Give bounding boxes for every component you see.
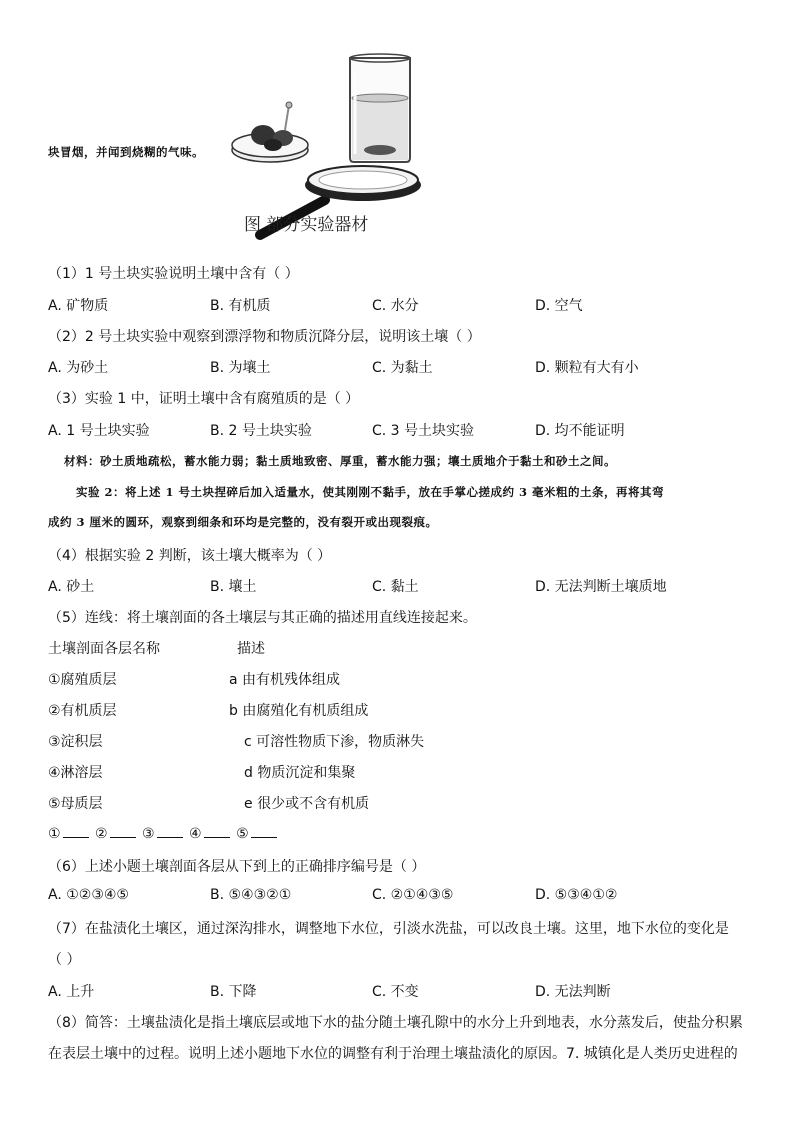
petri-dish-icon <box>232 102 308 162</box>
q4-option-d: D. 无法判断土壤质地 <box>535 579 667 595</box>
snippet-text: 块冒烟，并闻到烧糊的气味。 <box>48 145 204 159</box>
q3-option-b: B. 2 号土块实验 <box>210 423 312 439</box>
answer-blank-1[interactable] <box>63 825 89 838</box>
q7-option-a: A. 上升 <box>48 984 95 1000</box>
q5-desc-d: d 物质沉淀和集聚 <box>244 765 356 781</box>
material-line-1: 材料：砂土质地疏松，蓄水能力弱；黏土质地致密、厚重，蓄水能力强；壤土质地介于黏土和砂土之间。 <box>64 454 616 468</box>
q2-option-d: D. 颗粒有大有小 <box>535 360 639 376</box>
q5-answer-blanks <box>48 825 279 842</box>
q6-option-a: A. ①②③④⑤ <box>48 887 129 903</box>
q3-option-c: C. 3 号土块实验 <box>372 423 475 439</box>
q2-option-a: A. 为砂土 <box>48 360 109 376</box>
q5-layer-4: ④淋溶层 <box>48 765 103 781</box>
question-2-stem: （2）2 号土块实验中观察到漂浮物和物质沉降分层，说明该土壤（ ） <box>48 329 481 345</box>
blank-label-1: ① <box>48 826 61 842</box>
q5-layer-3: ③淀积层 <box>48 734 103 750</box>
q4-option-c: C. 黏土 <box>372 579 419 595</box>
q2-option-b: B. 为壤土 <box>210 360 271 376</box>
blank-label-2: ② <box>95 826 108 842</box>
q5-layer-5: ⑤母质层 <box>48 796 103 812</box>
material-line-2: 实验 2：将上述 1 号土块捏碎后加入适量水，使其刚刚不黏手，放在手掌心搓成约 3 毫米粗的土条，再将其弯 <box>76 485 665 499</box>
q7-option-c: C. 不变 <box>372 984 419 1000</box>
q5-layer-1: ①腐殖质层 <box>48 672 117 688</box>
q5-header-left: 土壤剖面各层名称 <box>48 641 160 657</box>
q6-option-d: D. ⑤③④①② <box>535 887 618 903</box>
answer-blank-5[interactable] <box>251 825 277 838</box>
q1-option-c: C. 水分 <box>372 298 419 314</box>
question-6-stem: （6）上述小题土壤剖面各层从下到上的正确排序编号是（ ） <box>48 859 426 875</box>
q6-option-b: B. ⑤④③②① <box>210 887 292 903</box>
beaker-icon <box>350 54 410 162</box>
answer-blank-2[interactable] <box>110 825 136 838</box>
q1-option-a: A. 矿物质 <box>48 298 109 314</box>
question-1-stem: （1）1 号土块实验说明土壤中含有（ ） <box>48 266 299 282</box>
q5-desc-a: a 由有机残体组成 <box>229 672 341 688</box>
q5-desc-b: b 由腐殖化有机质组成 <box>229 703 369 719</box>
blank-label-4: ④ <box>189 826 202 842</box>
q5-desc-c: c 可溶性物质下渗，物质淋失 <box>244 734 425 750</box>
q6-option-c: C. ②①④③⑤ <box>372 887 454 903</box>
figure-caption: 图 部分实验器材 <box>244 215 369 235</box>
blank-label-5: ⑤ <box>236 826 249 842</box>
question-5-stem: （5）连线：将土壤剖面的各土壤层与其正确的描述用直线连接起来。 <box>48 610 477 626</box>
blank-label-3: ③ <box>142 826 155 842</box>
q1-option-b: B. 有机质 <box>210 298 271 314</box>
material-line-3: 成约 3 厘米的圆环，观察到细条和环均是完整的，没有裂开或出现裂痕。 <box>48 515 438 529</box>
question-4-stem: （4）根据实验 2 判断，该土壤大概率为（ ） <box>48 548 332 564</box>
q7-option-b: B. 下降 <box>210 984 257 1000</box>
question-3-stem: （3）实验 1 中，证明土壤中含有腐殖质的是（ ） <box>48 391 360 407</box>
question-7-stem-cont: （ ） <box>48 952 81 968</box>
question-7-stem: （7）在盐渍化土壤区，通过深沟排水，调整地下水位，引淡水洗盐，可以改良土壤。这里，地下水位的变化是 <box>48 921 729 937</box>
answer-blank-4[interactable] <box>204 825 230 838</box>
q3-option-d: D. 均不能证明 <box>535 423 625 439</box>
q5-layer-2: ②有机质层 <box>48 703 117 719</box>
answer-blank-3[interactable] <box>157 825 183 838</box>
q3-option-a: A. 1 号土块实验 <box>48 423 150 439</box>
q1-option-d: D. 空气 <box>535 298 583 314</box>
q5-desc-e: e 很少或不含有机质 <box>244 796 370 812</box>
question-8-line-2: 在表层土壤中的过程。说明上述小题地下水位的调整有利于治理土壤盐渍化的原因。7. 城镇化是人类历史进程的 <box>48 1046 738 1062</box>
q4-option-b: B. 壤土 <box>210 579 257 595</box>
q5-header-right: 描述 <box>237 641 265 657</box>
question-8-line-1: （8）简答：土壤盐渍化是指土壤底层或地下水的盐分随土壤孔隙中的水分上升到地表，水分蒸发后，使盐分积累 <box>48 1015 743 1031</box>
q2-option-c: C. 为黏土 <box>372 360 433 376</box>
q7-option-d: D. 无法判断 <box>535 984 611 1000</box>
q4-option-a: A. 砂土 <box>48 579 95 595</box>
